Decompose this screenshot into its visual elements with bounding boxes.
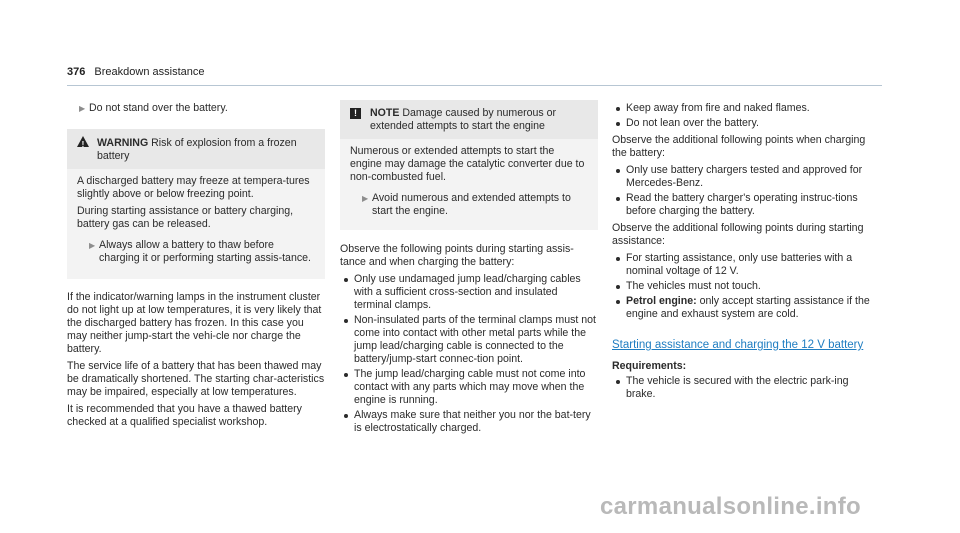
- col2-intro: Observe the following points during starting assis-tance and when charging the battery:: [340, 243, 574, 268]
- paragraph-service-life: The service life of a battery that has been thawed may be dramatically shortened. The starting char-acteristics may be impaired, especially at low temperatures.: [67, 360, 325, 398]
- list-item: Only use battery chargers tested and approved for Mercedes-Benz.: [612, 164, 872, 190]
- warning-box: [67, 129, 325, 279]
- requirements-label: Requirements:: [612, 360, 687, 372]
- step-arrow-icon: ▶: [79, 104, 86, 113]
- list-item: The vehicles must not touch.: [612, 280, 872, 293]
- requirements-list: [612, 375, 872, 401]
- warning-body-2: During starting assistance or battery charging, battery gas can be released.: [77, 205, 294, 230]
- notice-body: [340, 139, 598, 224]
- section-link-starting-assistance[interactable]: Starting assistance and charging the 12 V battery: [612, 339, 864, 351]
- col3-top-list: [612, 102, 872, 130]
- page-number: 376: [67, 66, 86, 78]
- column-3-text: [612, 102, 872, 405]
- notice-exclamation-icon: !: [350, 108, 361, 119]
- warning-body-1: A discharged battery may freeze at tempera-tures slightly above or below freezing point.: [77, 175, 310, 200]
- list-item: [612, 295, 872, 321]
- notice-step: Avoid numerous and extended attempts to start the engine.: [372, 192, 571, 217]
- notice-title: Damage caused by numerous or extended attempts to start the engine: [370, 107, 557, 132]
- paragraph-recommend: It is recommended that you have a thawed battery checked at a qualified specialist workshop.: [67, 403, 302, 428]
- col3-starting-list: [612, 252, 872, 321]
- notice-label: NOTE: [370, 107, 400, 119]
- top-step-card: [67, 94, 325, 122]
- bullet-icon: [616, 122, 620, 126]
- bullet-icon: [344, 414, 348, 418]
- notice-body-text: Numerous or extended attempts to start the engine may damage the catalytic converter due to non-combusted fuel.: [350, 145, 585, 183]
- petrol-engine-label: Petrol engine:: [626, 295, 697, 307]
- bullet-icon: [616, 169, 620, 173]
- list-item: Keep away from fire and naked flames.: [612, 102, 872, 115]
- list-item: Non-insulated parts of the terminal clamps must not come into contact with other metal parts while the jump lead/charging cable is connected to the battery/jump-start connec-tion point.: [340, 314, 598, 366]
- col2-bullet-list: [340, 273, 598, 435]
- warning-title: Risk of explosion from a frozen battery: [97, 137, 297, 162]
- col3-intro-charging: Observe the additional following points when charging the battery:: [612, 134, 866, 159]
- list-item: Always make sure that neither you nor the bat-tery is electrostatically charged.: [340, 409, 598, 435]
- page-header: [67, 66, 204, 79]
- list-item: Do not lean over the battery.: [612, 117, 872, 130]
- warning-step: Always allow a battery to thaw before charging it or performing starting assis-tance.: [99, 239, 311, 264]
- list-item: Only use undamaged jump lead/charging cables with a sufficient cross-section and insulated terminal clamps.: [340, 273, 598, 312]
- column-1-text: [67, 291, 325, 433]
- col3-charging-list: [612, 164, 872, 218]
- bullet-icon: [616, 107, 620, 111]
- list-item: The vehicle is secured with the electric park-ing brake.: [612, 375, 872, 401]
- notice-box: [340, 100, 598, 230]
- bullet-icon: [344, 278, 348, 282]
- petrol-engine-text: only accept starting assistance if the engine and exhaust system are cold.: [626, 295, 870, 320]
- notice-header: [340, 100, 598, 139]
- watermark: carmanualsonline.info: [600, 493, 862, 520]
- bullet-icon: [616, 300, 620, 304]
- bullet-icon: [616, 257, 620, 261]
- top-step-text: Do not stand over the battery.: [89, 102, 228, 114]
- bullet-icon: [616, 380, 620, 384]
- warning-label: WARNING: [97, 137, 149, 149]
- bullet-icon: [344, 373, 348, 377]
- list-item: For starting assistance, only use batteries with a nominal voltage of 12 V.: [612, 252, 872, 278]
- step-arrow-icon: ▶: [362, 194, 369, 203]
- column-2-text: [340, 243, 598, 439]
- page-section-title: Breakdown assistance: [94, 66, 205, 78]
- header-divider: [67, 85, 882, 86]
- bullet-icon: [344, 319, 348, 323]
- bullet-icon: [616, 285, 620, 289]
- step-arrow-icon: ▶: [89, 241, 96, 250]
- warning-body: [67, 169, 325, 271]
- warning-header: ! WARNING Risk of explosion from a frozen battery: [67, 129, 325, 169]
- bullet-icon: [616, 197, 620, 201]
- list-item: The jump lead/charging cable must not come into contact with any parts which may move when the engine is running.: [340, 368, 598, 407]
- list-item: Read the battery charger's operating instruc-tions before charging the battery.: [612, 192, 872, 218]
- col3-intro-starting: Observe the additional following points during starting assistance:: [612, 222, 864, 247]
- paragraph-frozen: If the indicator/warning lamps in the instrument cluster do not light up at low temperatures, it is very likely that the discharged battery has frozen. In this case you may neither jump-start the vehi-cle nor charge the battery.: [67, 291, 322, 355]
